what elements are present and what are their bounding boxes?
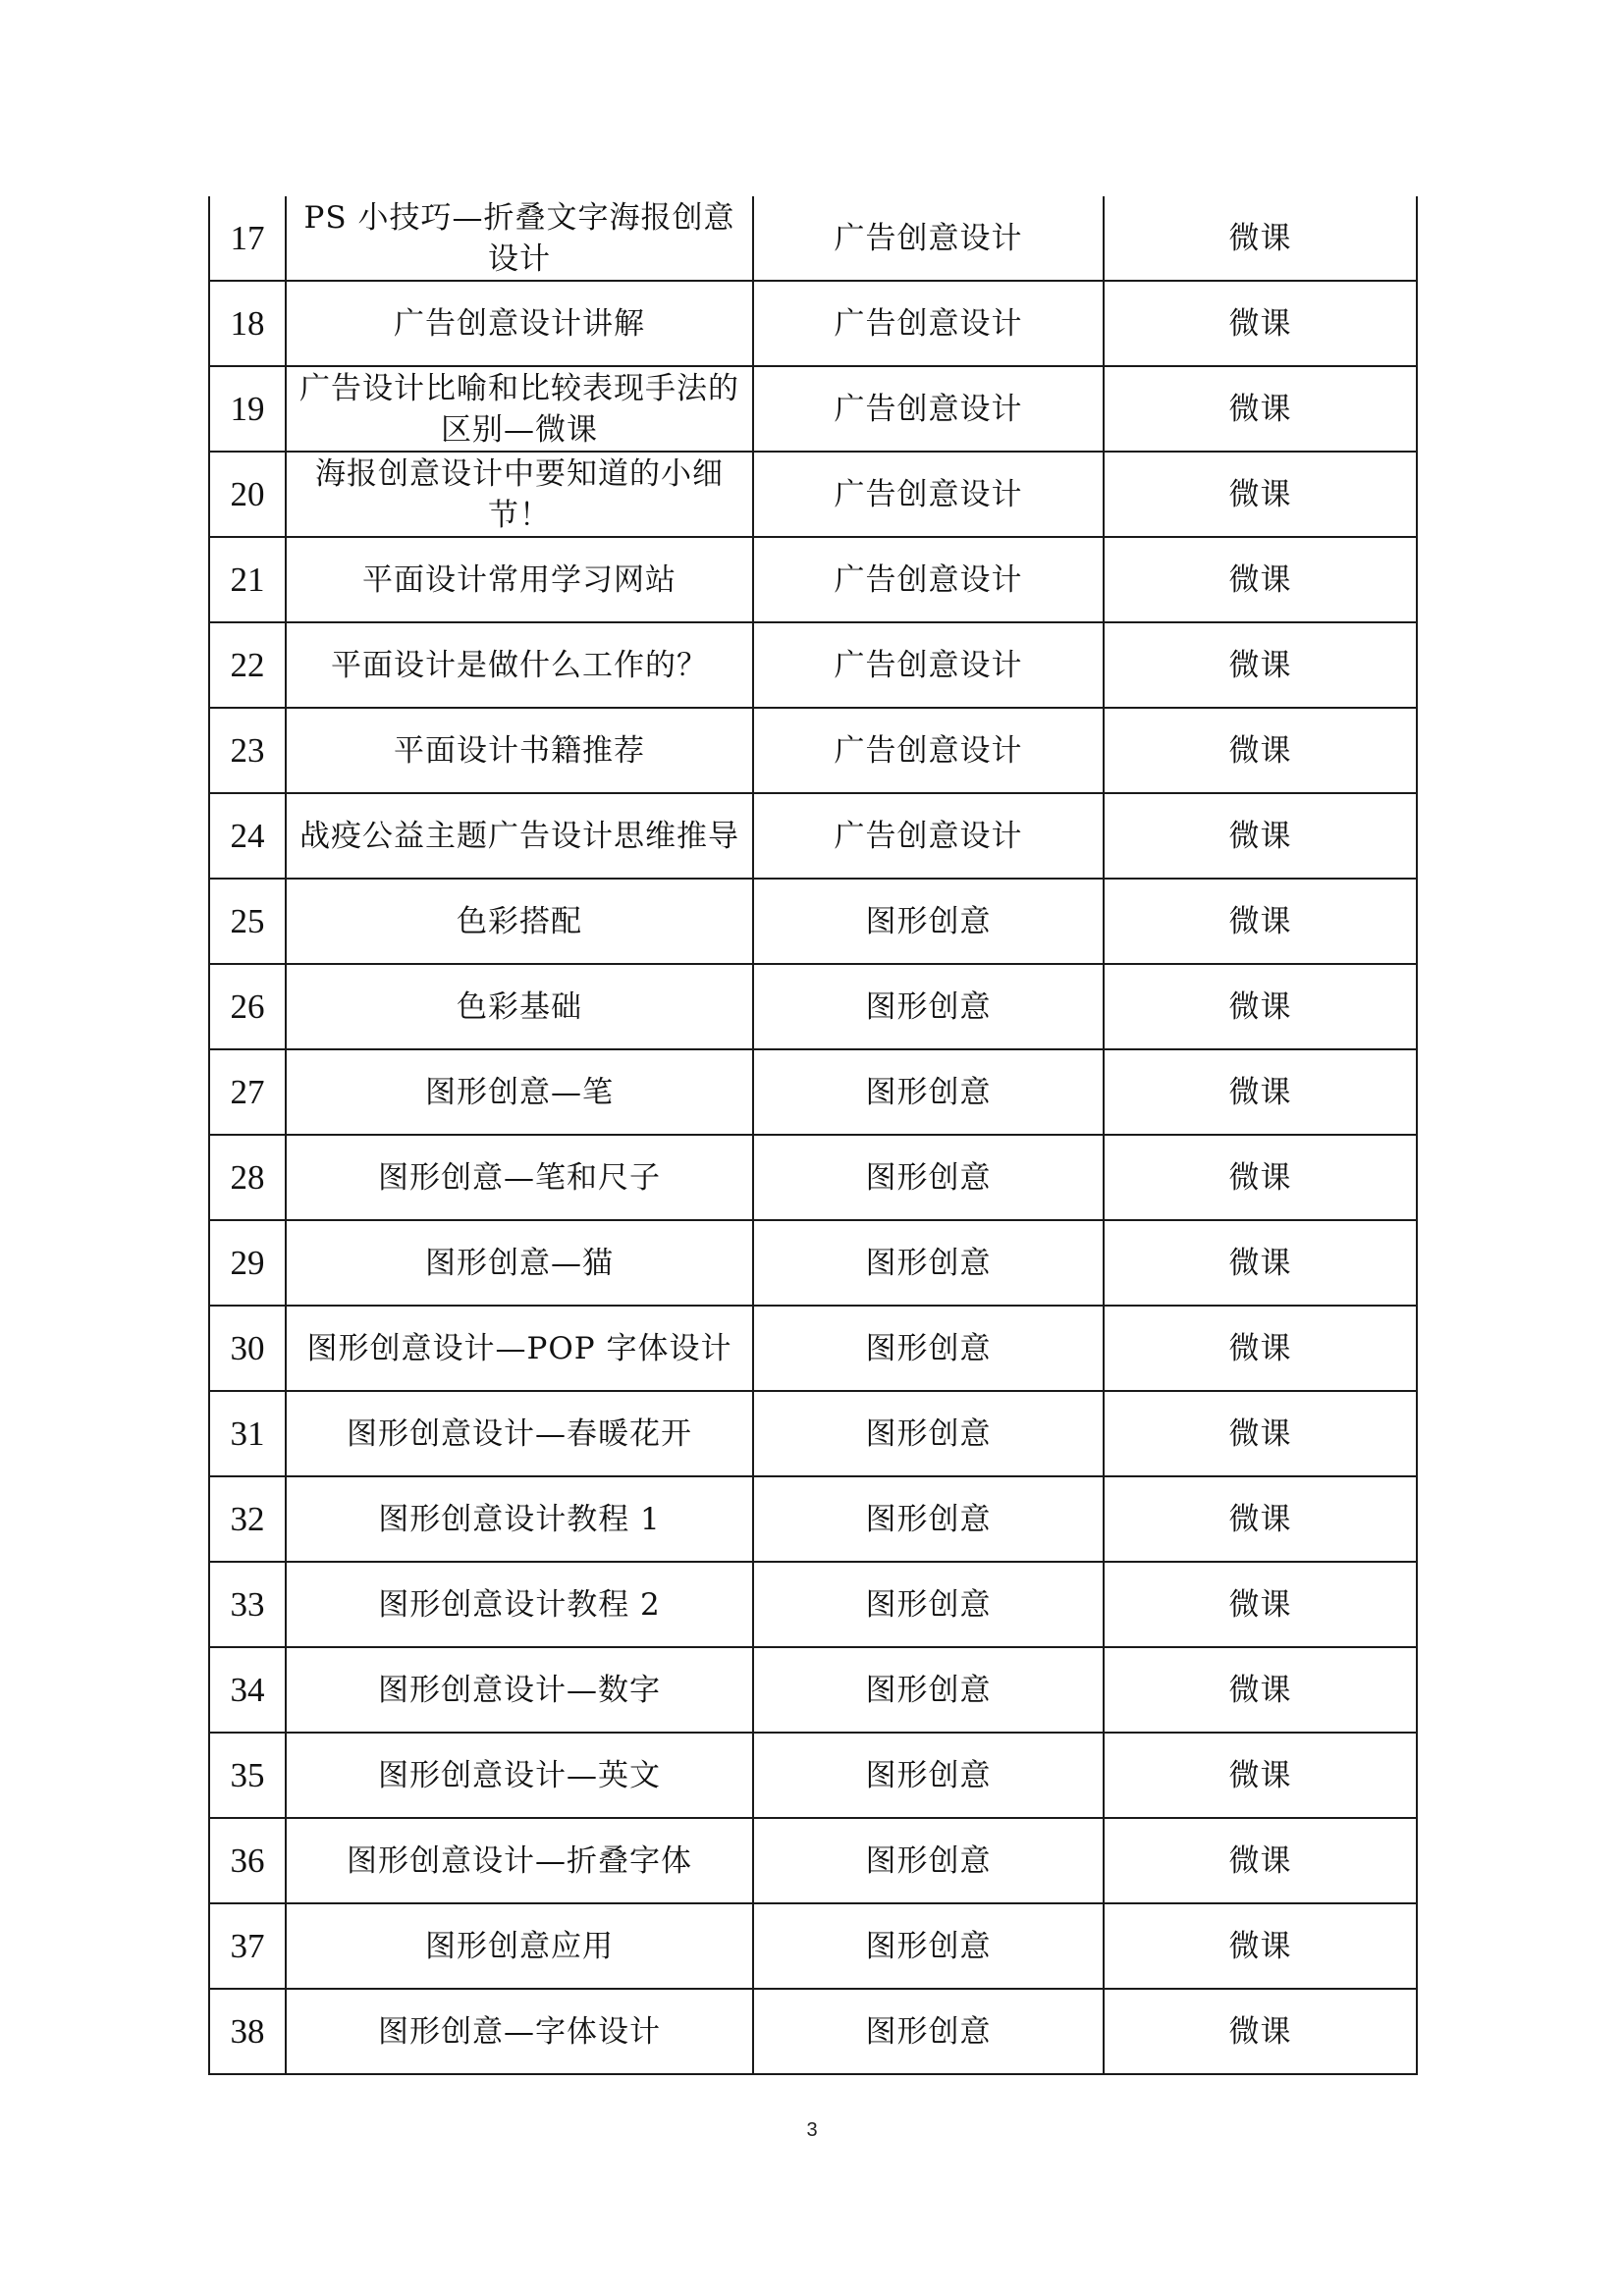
resource-title-cell: 图形创意设计—英文: [286, 1733, 753, 1818]
row-number-cell: 33: [209, 1562, 286, 1647]
resource-type-cell: 微课: [1104, 366, 1417, 452]
resource-type-cell: 微课: [1104, 196, 1417, 281]
course-name-cell: 图形创意: [753, 1476, 1104, 1562]
resource-table: [208, 196, 1418, 2075]
resource-title-cell: 图形创意设计教程 2: [286, 1562, 753, 1647]
row-number-cell: 29: [209, 1220, 286, 1306]
table-row: [209, 964, 1417, 1049]
row-number-cell: 38: [209, 1989, 286, 2074]
row-number-cell: 22: [209, 622, 286, 708]
table-row: [209, 1049, 1417, 1135]
table-row: [209, 1476, 1417, 1562]
resource-type-cell: 微课: [1104, 1818, 1417, 1903]
course-name-cell: 图形创意: [753, 1220, 1104, 1306]
resource-type-cell: 微课: [1104, 537, 1417, 622]
resource-title-cell: 图形创意设计教程 1: [286, 1476, 753, 1562]
row-number-cell: 37: [209, 1903, 286, 1989]
resource-type-cell: 微课: [1104, 1135, 1417, 1220]
resource-type-cell: 微课: [1104, 1989, 1417, 2074]
page-number: 3: [806, 2119, 818, 2141]
table-row: [209, 1220, 1417, 1306]
resource-type-cell: 微课: [1104, 1562, 1417, 1647]
table-row: [209, 366, 1417, 452]
resource-title-cell: 海报创意设计中要知道的小细节！: [286, 452, 753, 537]
row-number-cell: 26: [209, 964, 286, 1049]
resource-type-cell: 微课: [1104, 452, 1417, 537]
course-name-cell: 图形创意: [753, 1818, 1104, 1903]
resource-title-cell: 图形创意—猫: [286, 1220, 753, 1306]
course-name-cell: 图形创意: [753, 1306, 1104, 1391]
resource-type-cell: 微课: [1104, 1306, 1417, 1391]
row-number-cell: 31: [209, 1391, 286, 1476]
table-row: [209, 1989, 1417, 2074]
table-row: [209, 1391, 1417, 1476]
row-number-cell: 28: [209, 1135, 286, 1220]
table-row: [209, 1818, 1417, 1903]
resource-title-cell: 平面设计是做什么工作的？: [286, 622, 753, 708]
row-number-cell: 21: [209, 537, 286, 622]
course-name-cell: 图形创意: [753, 1647, 1104, 1733]
table-row: [209, 537, 1417, 622]
resource-title-cell: 图形创意设计—春暖花开: [286, 1391, 753, 1476]
resource-title-cell: 色彩基础: [286, 964, 753, 1049]
course-name-cell: 广告创意设计: [753, 366, 1104, 452]
row-number-cell: 32: [209, 1476, 286, 1562]
table-row: [209, 1306, 1417, 1391]
table-row: [209, 708, 1417, 793]
row-number-cell: 30: [209, 1306, 286, 1391]
resource-type-cell: 微课: [1104, 1476, 1417, 1562]
course-name-cell: 图形创意: [753, 1733, 1104, 1818]
resource-type-cell: 微课: [1104, 281, 1417, 366]
course-name-cell: 图形创意: [753, 1049, 1104, 1135]
course-name-cell: 图形创意: [753, 964, 1104, 1049]
resource-title-cell: 平面设计书籍推荐: [286, 708, 753, 793]
table-row: [209, 452, 1417, 537]
table-row: [209, 793, 1417, 879]
course-name-cell: 图形创意: [753, 1391, 1104, 1476]
resource-type-cell: 微课: [1104, 708, 1417, 793]
course-name-cell: 广告创意设计: [753, 452, 1104, 537]
row-number-cell: 19: [209, 366, 286, 452]
resource-type-cell: 微课: [1104, 793, 1417, 879]
resource-title-cell: 图形创意设计—POP 字体设计: [286, 1306, 753, 1391]
resource-title-cell: 图形创意—笔: [286, 1049, 753, 1135]
table-row: [209, 1733, 1417, 1818]
course-name-cell: 广告创意设计: [753, 708, 1104, 793]
course-name-cell: 图形创意: [753, 1989, 1104, 2074]
row-number-cell: 34: [209, 1647, 286, 1733]
course-name-cell: 图形创意: [753, 1562, 1104, 1647]
resource-title-cell: 广告设计比喻和比较表现手法的区别—微课: [286, 366, 753, 452]
table-row: [209, 1903, 1417, 1989]
row-number-cell: 20: [209, 452, 286, 537]
course-name-cell: 广告创意设计: [753, 622, 1104, 708]
row-number-cell: 25: [209, 879, 286, 964]
resource-table-body: [209, 196, 1417, 2074]
resource-type-cell: 微课: [1104, 964, 1417, 1049]
table-row: [209, 1135, 1417, 1220]
course-name-cell: 广告创意设计: [753, 537, 1104, 622]
course-name-cell: 广告创意设计: [753, 281, 1104, 366]
course-name-cell: 广告创意设计: [753, 196, 1104, 281]
course-name-cell: 图形创意: [753, 1903, 1104, 1989]
course-name-cell: 图形创意: [753, 1135, 1104, 1220]
course-name-cell: 图形创意: [753, 879, 1104, 964]
course-name-cell: 广告创意设计: [753, 793, 1104, 879]
resource-title-cell: 色彩搭配: [286, 879, 753, 964]
resource-title-cell: 图形创意—笔和尺子: [286, 1135, 753, 1220]
row-number-cell: 27: [209, 1049, 286, 1135]
resource-type-cell: 微课: [1104, 1391, 1417, 1476]
resource-title-cell: 图形创意设计—数字: [286, 1647, 753, 1733]
resource-table-container: [208, 196, 1416, 2075]
resource-type-cell: 微课: [1104, 1733, 1417, 1818]
row-number-cell: 17: [209, 196, 286, 281]
resource-title-cell: 图形创意设计—折叠字体: [286, 1818, 753, 1903]
row-number-cell: 24: [209, 793, 286, 879]
resource-title-cell: 图形创意应用: [286, 1903, 753, 1989]
table-row: [209, 622, 1417, 708]
resource-title-cell: PS 小技巧—折叠文字海报创意设计: [286, 196, 753, 281]
row-number-cell: 36: [209, 1818, 286, 1903]
table-row: [209, 879, 1417, 964]
resource-title-cell: 广告创意设计讲解: [286, 281, 753, 366]
resource-title-cell: 平面设计常用学习网站: [286, 537, 753, 622]
resource-type-cell: 微课: [1104, 1647, 1417, 1733]
table-row: [209, 1647, 1417, 1733]
row-number-cell: 18: [209, 281, 286, 366]
resource-type-cell: 微课: [1104, 622, 1417, 708]
resource-title-cell: 战疫公益主题广告设计思维推导: [286, 793, 753, 879]
row-number-cell: 23: [209, 708, 286, 793]
resource-type-cell: 微课: [1104, 1220, 1417, 1306]
resource-type-cell: 微课: [1104, 1903, 1417, 1989]
resource-type-cell: 微课: [1104, 879, 1417, 964]
resource-type-cell: 微课: [1104, 1049, 1417, 1135]
table-row: [209, 1562, 1417, 1647]
row-number-cell: 35: [209, 1733, 286, 1818]
resource-title-cell: 图形创意—字体设计: [286, 1989, 753, 2074]
table-row: [209, 281, 1417, 366]
table-row: [209, 196, 1417, 281]
